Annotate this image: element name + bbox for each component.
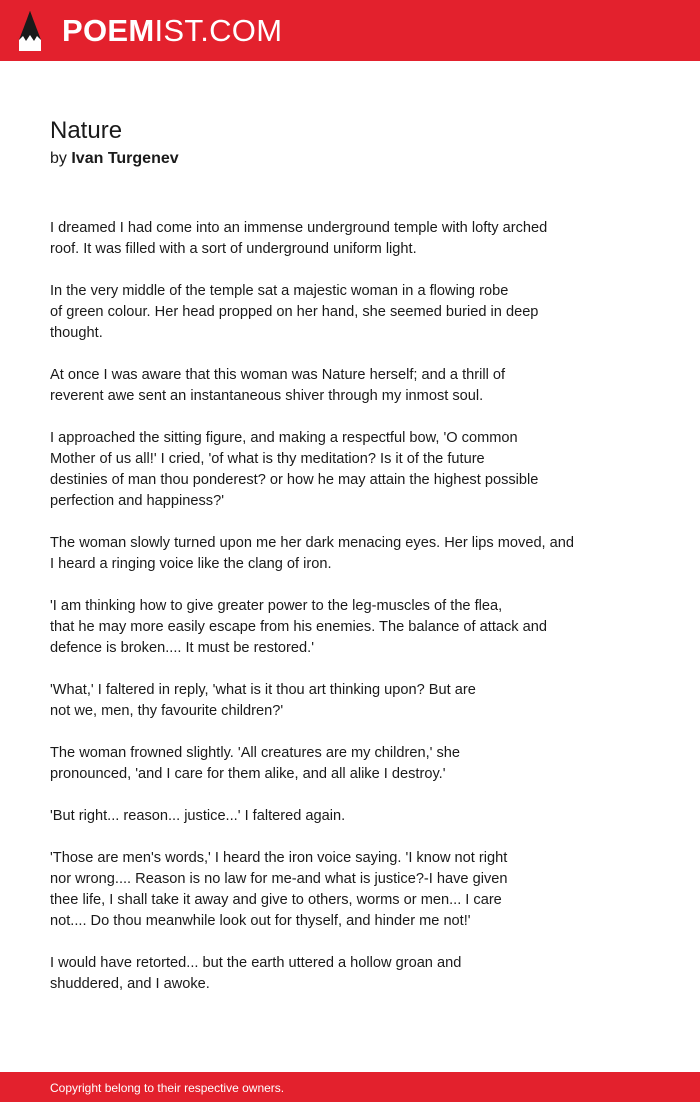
poem-line: 'I am thinking how to give greater power to the leg-muscles of the flea,	[50, 598, 503, 614]
poem-stanza	[50, 218, 650, 260]
poem-line: nor wrong.... Reason is no law for me-and what is justice?-I have given	[50, 871, 508, 887]
poem-line: thought.	[50, 325, 103, 341]
poem-line: 'But right... reason... justice...' I faltered again.	[50, 808, 346, 824]
poem-stanza	[50, 680, 650, 722]
poem-line: In the very middle of the temple sat a majestic woman in a flowing robe	[50, 283, 509, 299]
poem-line: 'What,' I faltered in reply, 'what is it thou art thinking upon? But are	[50, 682, 476, 698]
copyright-text: Copyright belong to their respective owners.	[50, 1081, 285, 1095]
site-logo-link[interactable]	[62, 11, 282, 51]
poem-line: 'Those are men's words,' I heard the iron voice saying. 'I know not right	[50, 850, 508, 866]
poem-stanza	[50, 533, 650, 575]
poem-byline	[50, 148, 179, 170]
poem-line: of green colour. Her head propped on her hand, she seemed buried in deep	[50, 304, 539, 320]
poem-line: The woman slowly turned upon me her dark menacing eyes. Her lips moved, and	[50, 535, 575, 551]
poem-line: At once I was aware that this woman was Nature herself; and a thrill of	[50, 367, 506, 383]
poem-line: reverent awe sent an instantaneous shiver through my inmost soul.	[50, 388, 484, 404]
author-name: Ivan Turgenev	[71, 150, 179, 167]
poem-line: thee life, I shall take it away and give to others, worms or men... I care	[50, 892, 502, 908]
poem-line: that he may more easily escape from his enemies. The balance of attack and	[50, 619, 547, 635]
site-footer	[0, 1072, 700, 1102]
poem-stanza	[50, 596, 650, 659]
poem-line: destinies of man thou ponderest? or how he may attain the highest possible	[50, 472, 539, 488]
poem-stanza	[50, 848, 650, 932]
poem-line: not.... Do thou meanwhile look out for thyself, and hinder me not!'	[50, 913, 471, 929]
poem-line: roof. It was filled with a sort of underground uniform light.	[50, 241, 417, 257]
poem-line: I approached the sitting figure, and making a respectful bow, 'O common	[50, 430, 518, 446]
poem-line: I heard a ringing voice like the clang of iron.	[50, 556, 332, 572]
poem-line: pronounced, 'and I care for them alike, and all alike I destroy.'	[50, 766, 446, 782]
pencil-tip-icon[interactable]	[18, 10, 42, 52]
poem-line: I dreamed I had come into an immense underground temple with lofty arched	[50, 220, 548, 236]
poem-stanza	[50, 365, 650, 407]
poem-line: shuddered, and I awoke.	[50, 976, 210, 992]
poem-line: not we, men, thy favourite children?'	[50, 703, 284, 719]
site-header	[0, 0, 700, 61]
by-label: by	[50, 150, 67, 167]
poem-stanza	[50, 953, 650, 995]
poem-stanza	[50, 428, 650, 512]
logo-text-light: IST.COM	[154, 13, 283, 48]
poem-line: defence is broken.... It must be restored.'	[50, 640, 314, 656]
poem-line: Mother of us all!' I cried, 'of what is thy meditation? Is it of the future	[50, 451, 485, 467]
poem-line: The woman frowned slightly. 'All creatures are my children,' she	[50, 745, 461, 761]
poem-stanza	[50, 806, 650, 827]
poem-title: Nature	[50, 117, 123, 144]
logo-text-bold: POEM	[62, 13, 155, 48]
poem-line: perfection and happiness?'	[50, 493, 224, 509]
poem-stanza	[50, 743, 650, 785]
poem-line: I would have retorted... but the earth uttered a hollow groan and	[50, 955, 462, 971]
poem-body	[50, 218, 650, 1016]
poem-stanza	[50, 281, 650, 344]
